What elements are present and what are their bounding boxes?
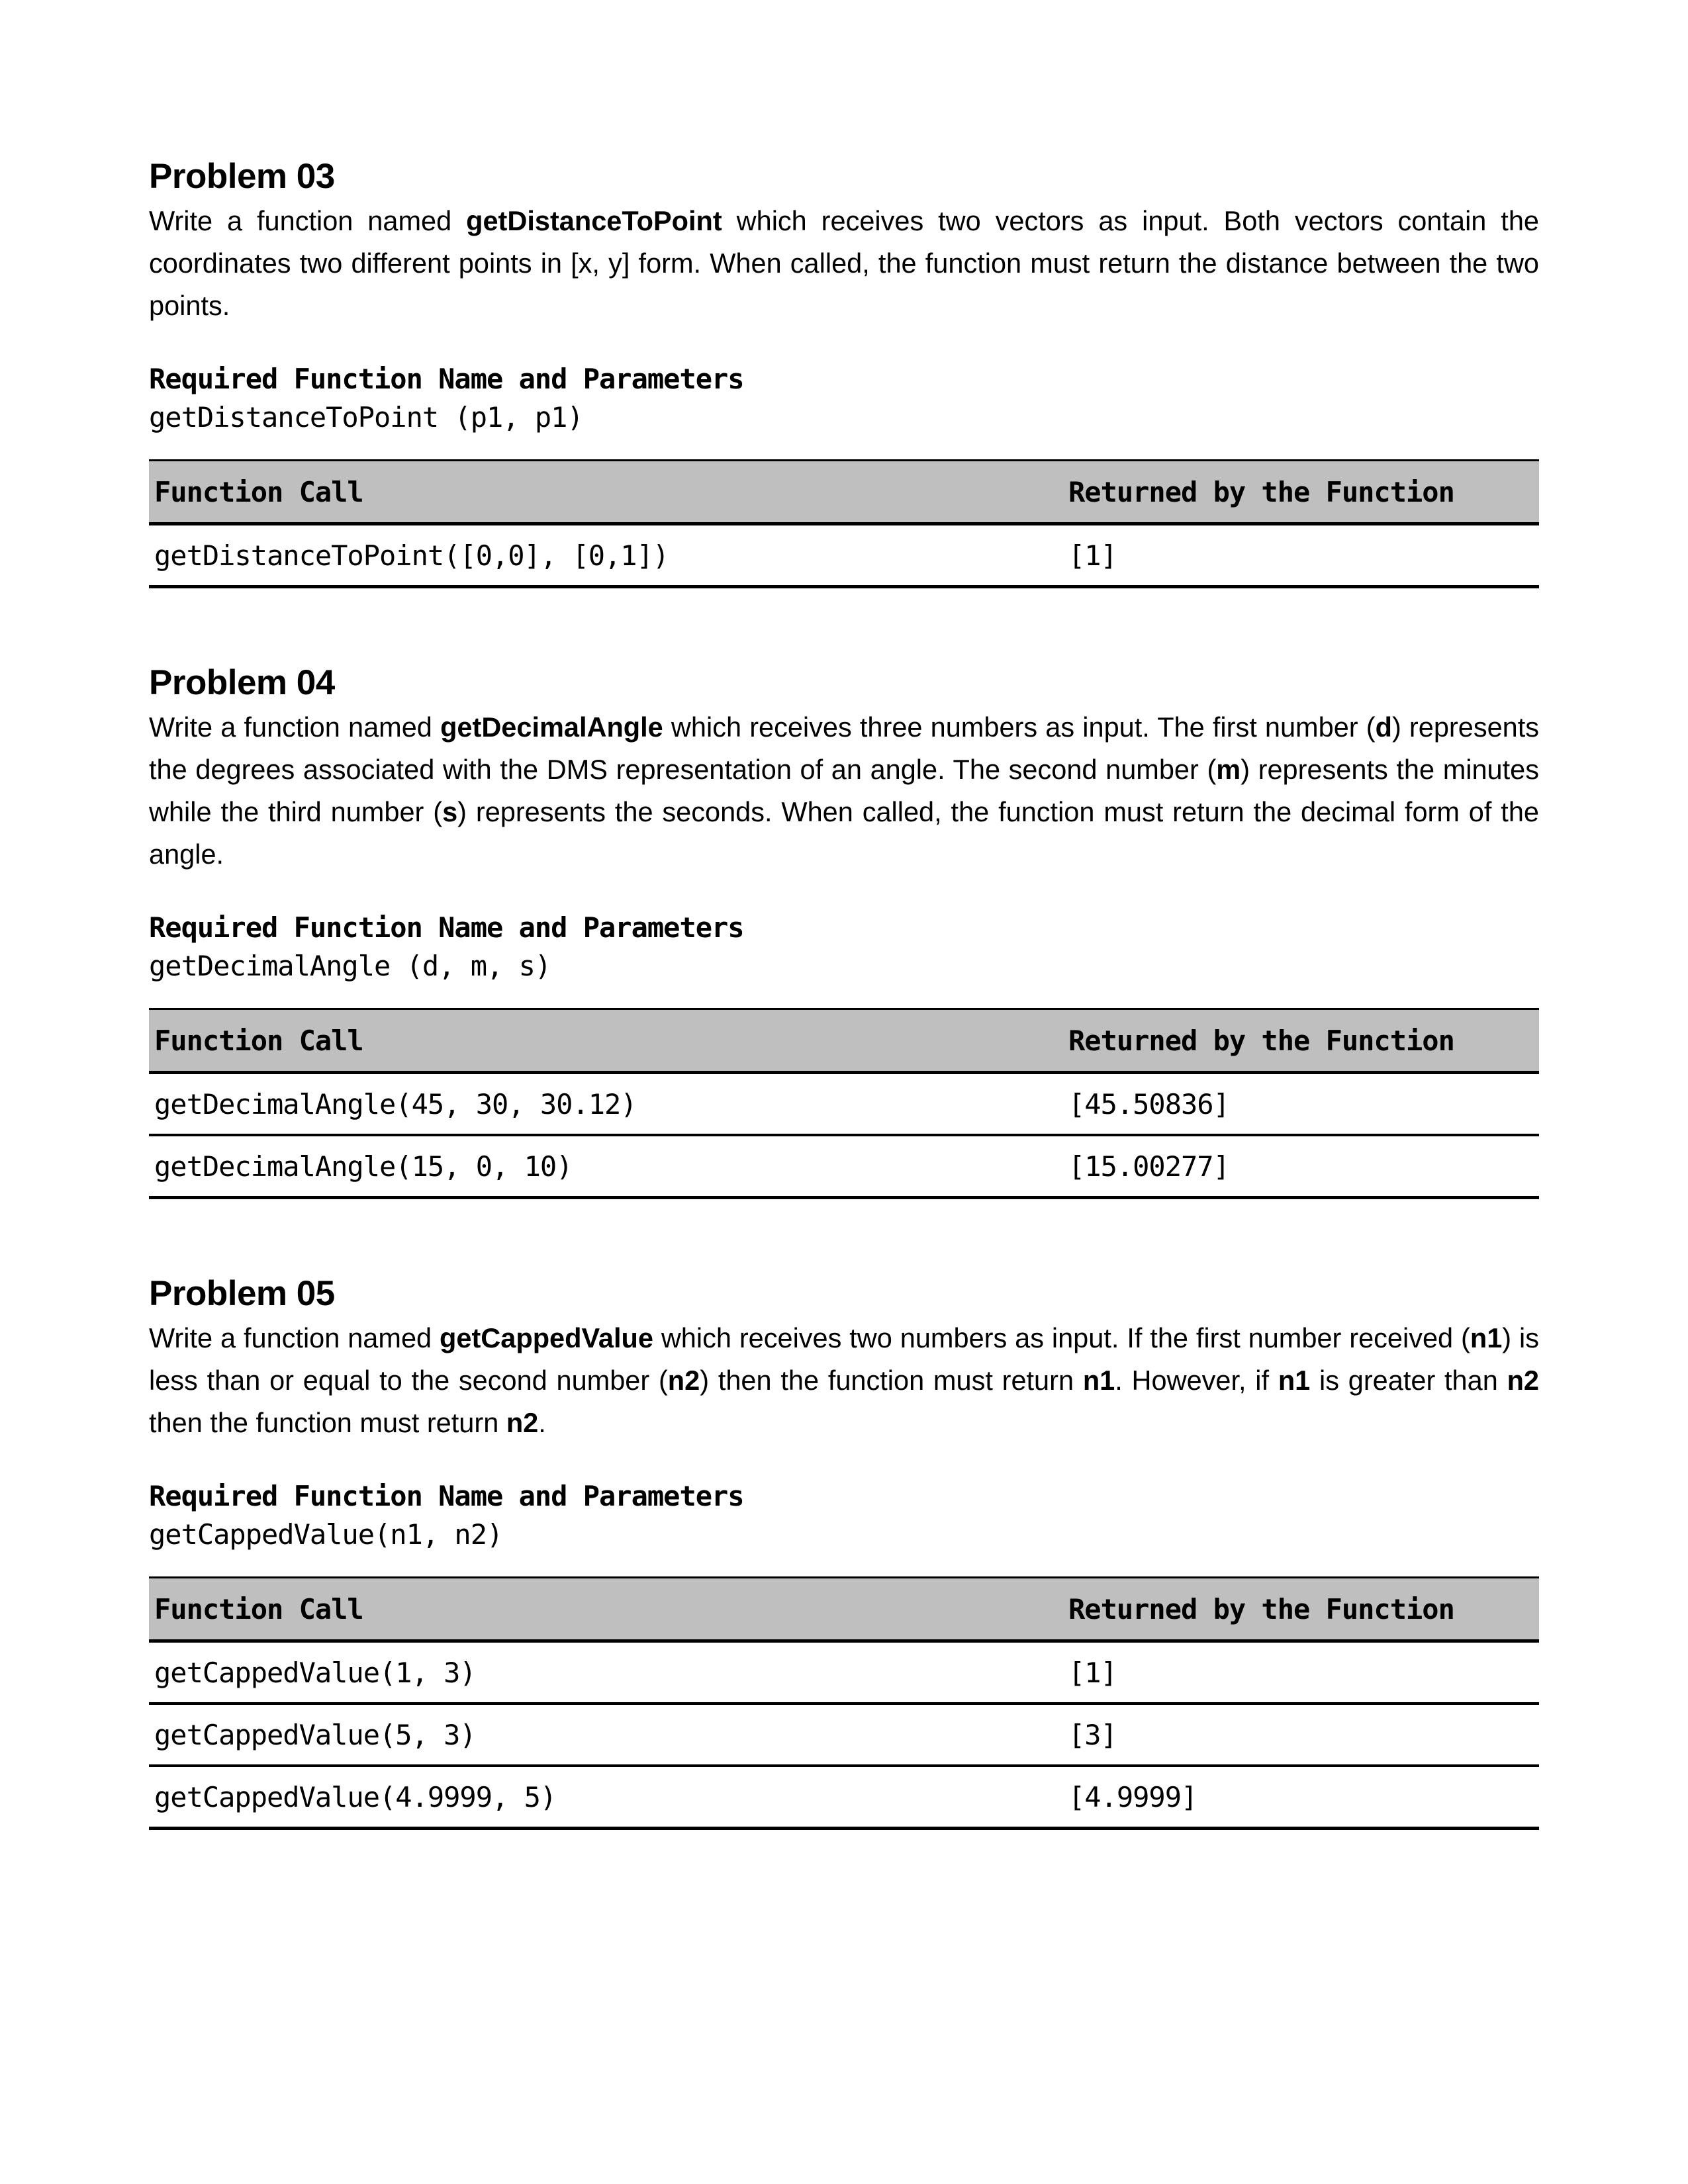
description-text-segment: . However, if [1115, 1365, 1278, 1396]
problem-03-heading: Problem 03 [149, 157, 335, 196]
column-header-function-call: Function Call [149, 1578, 1059, 1641]
param-bold: s [442, 796, 458, 827]
problem-04-description [149, 706, 1539, 876]
column-header-returned: Returned by the Function [1059, 1009, 1539, 1073]
description-text-segment: ) then the function must return [700, 1365, 1083, 1396]
description-text-segment: Write a function named [149, 711, 441, 743]
problem-05-heading: Problem 05 [149, 1274, 335, 1313]
problem-04-section [149, 662, 1539, 1199]
param-bold: d [1375, 711, 1392, 743]
examples-table-problem-05 [149, 1576, 1539, 1830]
table-row [149, 1704, 1539, 1766]
function-signature: getDistanceToPoint (p1, p1) [149, 401, 583, 433]
column-header-function-call: Function Call [149, 461, 1059, 524]
function-name-bold: getCappedValue [440, 1322, 653, 1353]
function-signature: getDecimalAngle (d, m, s) [149, 950, 551, 982]
param-bold: n1 [1470, 1322, 1503, 1353]
description-text-segment: Write a function named [149, 205, 467, 236]
param-bold: n2 [1507, 1365, 1539, 1396]
table-row [149, 1641, 1539, 1704]
required-function-label: Required Function Name and Parameters [149, 1480, 744, 1512]
description-text-segment: ) is less than or equal to the second number ( [149, 1322, 1539, 1396]
description-text-segment: Write a function named [149, 1322, 440, 1353]
column-header-returned: Returned by the Function [1059, 461, 1539, 524]
function-name-bold: getDecimalAngle [440, 711, 663, 743]
problem-04-heading: Problem 04 [149, 663, 335, 702]
column-header-function-call: Function Call [149, 1009, 1059, 1073]
problem-03-section [149, 156, 1539, 588]
table-row [149, 1135, 1539, 1198]
description-text-segment: . [538, 1407, 546, 1438]
function-call-cell: getDistanceToPoint([0,0], [0,1]) [149, 524, 1059, 587]
description-text-segment: then the function must return [149, 1407, 506, 1438]
function-signature: getCappedValue(n1, n2) [149, 1518, 503, 1551]
table-row [149, 524, 1539, 587]
function-name-bold: getDistanceToPoint [466, 205, 722, 236]
column-header-returned: Returned by the Function [1059, 1578, 1539, 1641]
param-bold: n2 [667, 1365, 700, 1396]
function-call-cell: getCappedValue(5, 3) [149, 1704, 1059, 1766]
table-row [149, 1766, 1539, 1829]
function-call-cell: getDecimalAngle(15, 0, 10) [149, 1135, 1059, 1198]
problem-03-description [149, 200, 1539, 327]
required-function-label: Required Function Name and Parameters [149, 363, 744, 395]
param-bold: m [1216, 754, 1241, 785]
examples-table-problem-03 [149, 459, 1539, 588]
returned-value-cell: [1] [1059, 524, 1539, 587]
examples-table-problem-04 [149, 1008, 1539, 1199]
returned-value-cell: [1] [1059, 1641, 1539, 1704]
problem-05-description [149, 1317, 1539, 1444]
param-bold: n1 [1082, 1365, 1115, 1396]
function-call-cell: getCappedValue(4.9999, 5) [149, 1766, 1059, 1829]
description-text-segment: which receives two vectors as input. Both vectors contain the coordinates two different points in [x, y] form. When called, the function must return the distance between the two points. [149, 205, 1539, 321]
table-header-row [149, 461, 1539, 524]
returned-value-cell: [15.00277] [1059, 1135, 1539, 1198]
function-call-cell: getCappedValue(1, 3) [149, 1641, 1059, 1704]
returned-value-cell: [3] [1059, 1704, 1539, 1766]
param-bold: n1 [1278, 1365, 1311, 1396]
description-text-segment: is greater than [1310, 1365, 1507, 1396]
table-row [149, 1073, 1539, 1136]
returned-value-cell: [45.50836] [1059, 1073, 1539, 1136]
function-call-cell: getDecimalAngle(45, 30, 30.12) [149, 1073, 1059, 1136]
description-text-segment: ) represents the degrees associated with the DMS representation of an angle. The second number ( [149, 711, 1540, 785]
description-text-segment: which receives two numbers as input. If the first number received ( [653, 1322, 1470, 1353]
param-bold: n2 [506, 1407, 539, 1438]
table-header-row [149, 1578, 1539, 1641]
returned-value-cell: [4.9999] [1059, 1766, 1539, 1829]
table-header-row [149, 1009, 1539, 1073]
description-text-segment: ) represents the minutes while the third number ( [149, 754, 1539, 827]
description-text-segment: ) represents the seconds. When called, the function must return the decimal form of the angle. [149, 796, 1539, 870]
description-text-segment: which receives three numbers as input. The first number ( [663, 711, 1376, 743]
problem-05-section [149, 1273, 1539, 1830]
required-function-label: Required Function Name and Parameters [149, 911, 744, 944]
